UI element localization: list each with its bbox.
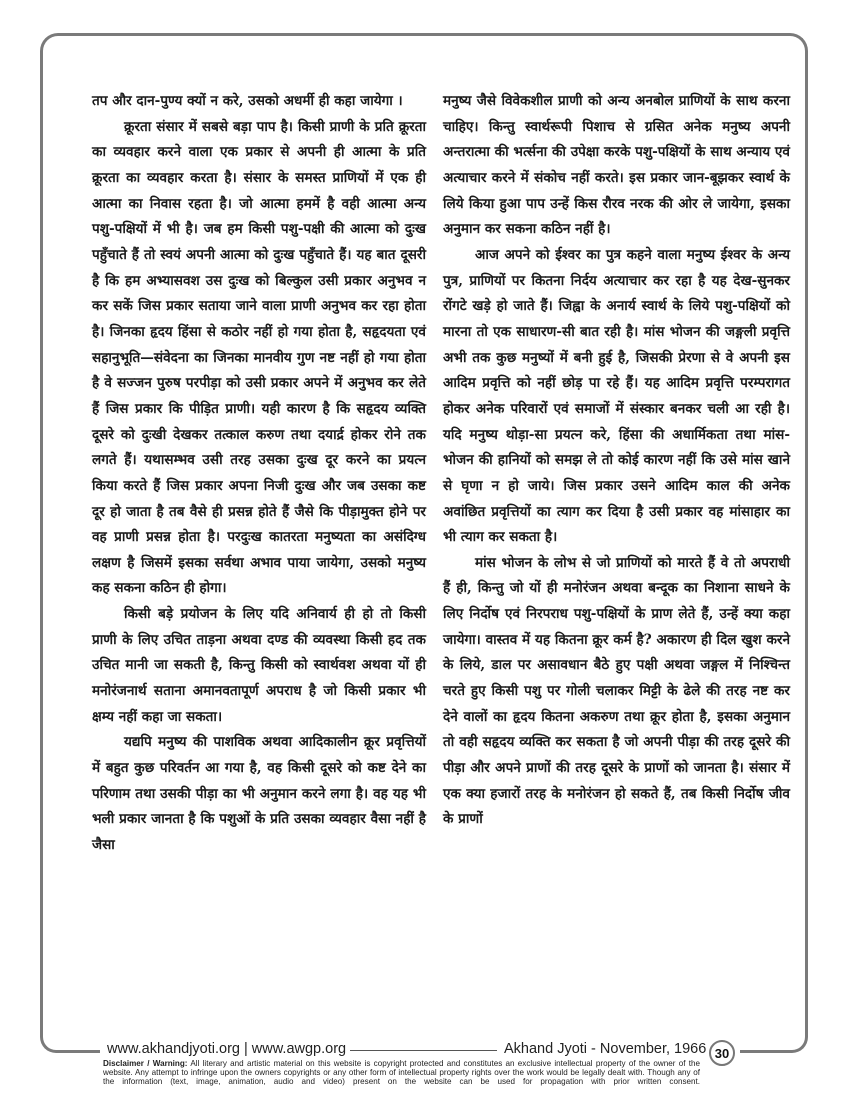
paragraph: किसी बड़े प्रयोजन के लिए यदि अनिवार्य ही हो तो किसी प्राणी के लिए उचित ताड़ना अथवा दण्ड की व्यवस्था किसी हद तक उचित मानी जा सकती है, किन्तु किसी को स्वार्थवश अथवा यों ही मनोरंजनार्थ सताना अमानवतापूर्ण अपराध है जो किसी प्रकार भी क्षम्य नहीं कहा जा सकता। [92,606,426,725]
paragraph: तप और दान-पुण्य क्यों न करे, उसको अधर्मी ही कहा जायेगा । [92,93,403,109]
paragraph: यद्यपि मनुष्य की पाशविक अथवा आदिकालीन क्रूर प्रवृत्तियों में बहुत कुछ परिवर्तन आ गया है, वह किसी दूसरे को कष्ट देने का परिणाम तथा उसकी पीड़ा का भी अनुमान करने लगा है। वह यह भी भली प्रकार जानता है कि पशुओं के प्रति उसका व्यवहार वैसा नहीं है जैसा [92,734,426,854]
disclaimer-label: Disclaimer / Warning: [103,1059,188,1068]
paragraph: मांस भोजन के लोभ से जो प्राणियों को मारते हैं वे तो अपराधी हैं ही, किन्तु जो यों ही मनोरंजन अथवा बन्दूक का निशाना साधने के लिए निर्दोष एवं निरपराध पशु-पक्षियों के प्राण लेते हैं, उन्हें क्या कहा जायेगा। वास्तव में यह कितना क्रूर कर्म है? अकारण ही दिल खुश करने के लिये, डाल पर असावधान बैठे हुए पक्षी अथवा जङ्गल में निश्चिन्त चरते हुए किसी पशु पर गोली चलाकर मिट्टी के ढेले की तरह नष्ट कर देने वालों का हृदय कितना अकरुण तथा क्रूर होता है, इसका अनुमान तो वही सहृदय व्यक्ति कर सकता है जो अपनी पीड़ा की तरह दूसरे की पीड़ा और अपने प्राणों की तरह दूसरे के प्राणों को जानता है। संसार में एक क्या हजारों तरह के मनोरंजन हो सकते हैं, तब किसी निर्दोष जीव के प्राणों [443,554,790,828]
disclaimer-text: All literary and artistic material on this website is copyright protected and constitutes an exclusive intellectual property of the owner of the website. Any attempt to infringe upon the owners copyrights or any other form of intellectual property rights over the work would be legally dealt with. Though any of the information (text, image, animation, audio and video) present on the website can be used for propagation with prior written consent. [103,1059,700,1087]
page-frame-corner-left [40,1015,100,1053]
footer-magazine-issue: Akhand Jyoti - November, 1966 [500,1041,710,1057]
paragraph: आज अपने को ईश्वर का पुत्र कहने वाला मनुष्य ईश्वर के अन्य पुत्र, प्राणियों पर कितना निर्दय अत्याचार कर रहा है यह देख-सुनकर रोंगटे खड़े हो जाते हैं। जिह्वा के अनार्य स्वार्थ के लिये पशु-पक्षियों को मारना तो एक साधारण-सी बात रही है। मांस भोजन की जङ्गली प्रवृत्ति अभी तक कुछ मनुष्यों में बनी हुई है, जिसकी प्रेरणा से वे अपनी इस आदिम प्रवृत्ति को नहीं छोड़ पा रहे हैं। यह आदिम प्रवृत्ति परम्परागत होकर अनेक परिवारों एवं समाजों में संस्कार बनकर चली आ रही है। यदि मनुष्य थोड़ा-सा प्रयत्न करे, हिंसा की अधार्मिकता तथा मांस-भोजन की हानियों को समझ ले तो कोई कारण नहीं कि उसे मांस खाने से घृणा न हो जाये। जिस प्रकार उसने आदिम काल की अनेक अवांछित प्रवृत्तियों का त्याग कर दिया है उसी प्रकार वह मांसाहार का भी त्याग कर सकता है। [443,246,790,546]
page-number-badge: 30 [709,1040,735,1066]
paragraph: क्रूरता संसार में सबसे बड़ा पाप है। किसी प्राणी के प्रति क्रूरता का व्यवहार करने वाला एक प्रकार से अपनी ही आत्मा के प्रति क्रूरता का व्यवहार करता है। संसार के समस्त प्राणियों में एक ही आत्मा का निवास रहता है। जो आत्मा हममें है वही आत्मा अन्य पशु-पक्षियों में भी है। जब हम किसी पशु-पक्षी की आत्मा को दुःख पहुँचाते हैं तो स्वयं अपनी आत्मा को दुःख पहुँचाते हैं। यह बात दूसरी है कि हम अभ्यासवश उस दुःख को बिल्कुल उसी प्रकार अनुभव न कर सकें जिस प्रकार सताया जाने वाला प्राणी अनुभव कर रहा होता है। जिनका हृदय हिंसा से कठोर नहीं हो गया होता है, सहृदयता एवं सहानुभूति—संवेदना का जिनका मानवीय गुण नष्ट नहीं हो गया होता है वे सज्जन पुरुष परपीड़ा को उसी प्रकार अपने में अनुभव कर लेते हैं जिस प्रकार कि पीड़ित प्राणी। यही कारण है कि सहृदय व्यक्ति दूसरे को दुःखी देखकर तत्काल करुण तथा दयार्द्र होकर रोने तक लगते हैं। यथासम्भव उसी तरह उसका दुःख दूर करने का प्रयत्न किया करते हैं जिस प्रकार अपना निजी दुःख और जब उसका कष्ट दूर हो जाता है तब वैसे ही प्रसन्न होते हैं जैसे कि पीड़ामुक्त होने पर वह प्राणी प्रसन्न होता है। परदुःख कातरता मनुष्यता का असंदिग्ध लक्षण है जिसमें इसका सर्वथा अभाव पाया जायेगा, उसको मनुष्य कह सकना कठिन ही होगा। [92,118,426,597]
left-column [92,89,426,859]
footer-website-links[interactable]: www.akhandjyoti.org | www.awgp.org [103,1041,350,1057]
footer-divider [350,1050,497,1051]
paragraph: मनुष्य जैसे विवेकशील प्राणी को अन्य अनबोल प्राणियों के साथ करना चाहिए। किन्तु स्वार्थरूपी पिशाच से ग्रसित अनेक मनुष्य अपनी अन्तरात्मा की भर्त्सना की उपेक्षा करके पशु-पक्षियों के साथ अन्याय एवं अत्याचार करने में संकोच नहीं करते। इस प्रकार जान-बूझकर स्वार्थ के लिये किया हुआ पाप उन्हें किस रौरव नरक की ओर ले जायेगा, इसका अनुमान कर सकना कठिन नहीं है। [443,93,790,238]
right-column [443,89,790,833]
page-frame-corner-right [740,1015,808,1053]
footer-disclaimer [103,1059,700,1087]
